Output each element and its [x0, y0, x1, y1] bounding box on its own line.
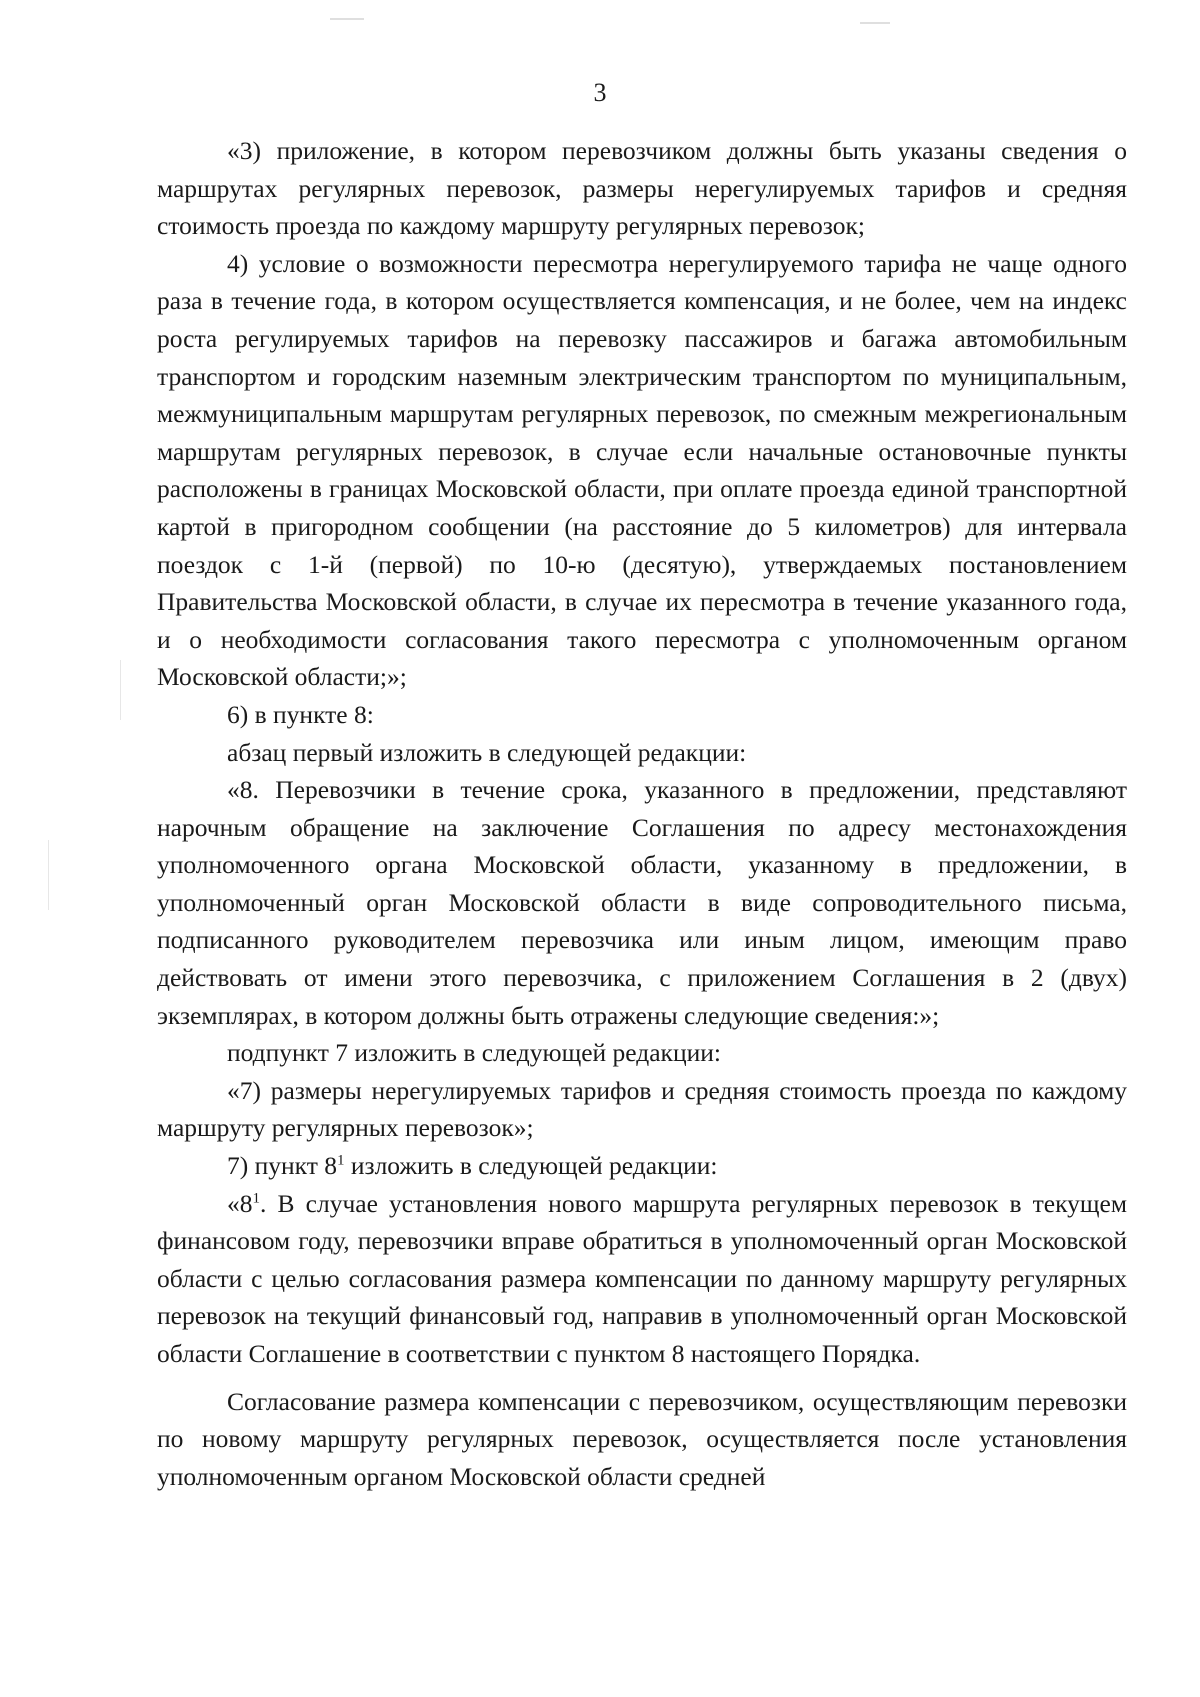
superscript: 1 [252, 1190, 260, 1207]
paragraph-subitem-3: «3) приложение, в котором перевозчиком должны быть указаны сведения о маршрутах регулярных перевозок, размеры нерегулируемых тарифов и средняя стоимость проезда по каждому маршруту регулярных перевозок; [157, 136, 1127, 241]
scan-artifact-margin-lower [48, 840, 49, 910]
page-number: 3 [593, 78, 607, 107]
scan-artifact-right [860, 22, 890, 24]
scan-artifact-left [330, 18, 364, 20]
paragraph-approval: Согласование размера компенсации с перевозчиком, осуществляющим перевозки по новому маршруту регулярных перевозок, осуществляется после установления уполномоченным органом Московской области средней [157, 1386, 1127, 1491]
text-fragment: изложить в следующей редакции: [344, 1151, 718, 1181]
document-body [157, 132, 1127, 1495]
text-fragment: . В случае установления нового маршрута регулярных перевозок в текущем финансовом году, перевозчики вправе обратиться в уполномоченный орган Московской области с целью согласования размера компенсации по данному маршруту регулярных перевозок на текущий финансовый год, направив в уполномоченный орган Московской области Соглашение в соответствии с пунктом 8 настоящего Порядка. [157, 1188, 1127, 1368]
paragraph-instruction-2: подпункт 7 изложить в следующей редакции: [227, 1038, 721, 1068]
paragraph-subitem-4: 4) условие о возможности пересмотра нерегулируемого тарифа не чаще одного раза в течение года, в котором осуществляется компенсация, и не более, чем на индекс роста регулируемых тарифов на перевозку пассажиров и багажа автомобильным транспортом и городским наземным электрическим транспортом по муниципальным, межмуниципальным маршрутам регулярных перевозок, по смежным межрегиональным маршрутам регулярных перевозок, в случае если начальные остановочные пункты расположены в границах Московской области, при оплате проезда единой транспортной картой в пригородном сообщении (на расстояние до 5 километров) для интервала поездок с 1-й (первой) по 10-ю (десятую), утверждаемых постановлением Правительства Московской области, в случае их пересмотра в течение указанного года, и о необходимости согласования такого пересмотра с уполномоченным органом Московской области;»; [157, 248, 1127, 692]
paragraph-item-7 [157, 1147, 1127, 1185]
paragraph-clause-8-1 [157, 1185, 1127, 1373]
paragraph-clause-8: «8. Перевозчики в течение срока, указанного в предложении, представляют нарочным обращение на заключение Соглашения по адресу местонахождения уполномоченного органа Московской области, указанному в предложении, в уполномоченный орган Московской области в виде сопроводительного письма, подписанного руководителем перевозчика или иным лицом, имеющим право действовать от имени этого перевозчика, с приложением Соглашения в 2 (двух) экземплярах, в котором должны быть отражены следующие сведения:»; [157, 775, 1127, 1030]
text-fragment: «8 [227, 1188, 253, 1218]
text-fragment: 7) пункт 8 [227, 1151, 337, 1181]
paragraph-item-6: 6) в пункте 8: [227, 699, 374, 729]
scan-artifact-margin [120, 660, 121, 720]
paragraph-subitem-7: «7) размеры нерегулируемых тарифов и средняя стоимость проезда по каждому маршруту регулярных перевозок»; [157, 1075, 1127, 1143]
superscript: 1 [336, 1152, 345, 1169]
paragraph-instruction-1: абзац первый изложить в следующей редакции: [227, 737, 747, 767]
